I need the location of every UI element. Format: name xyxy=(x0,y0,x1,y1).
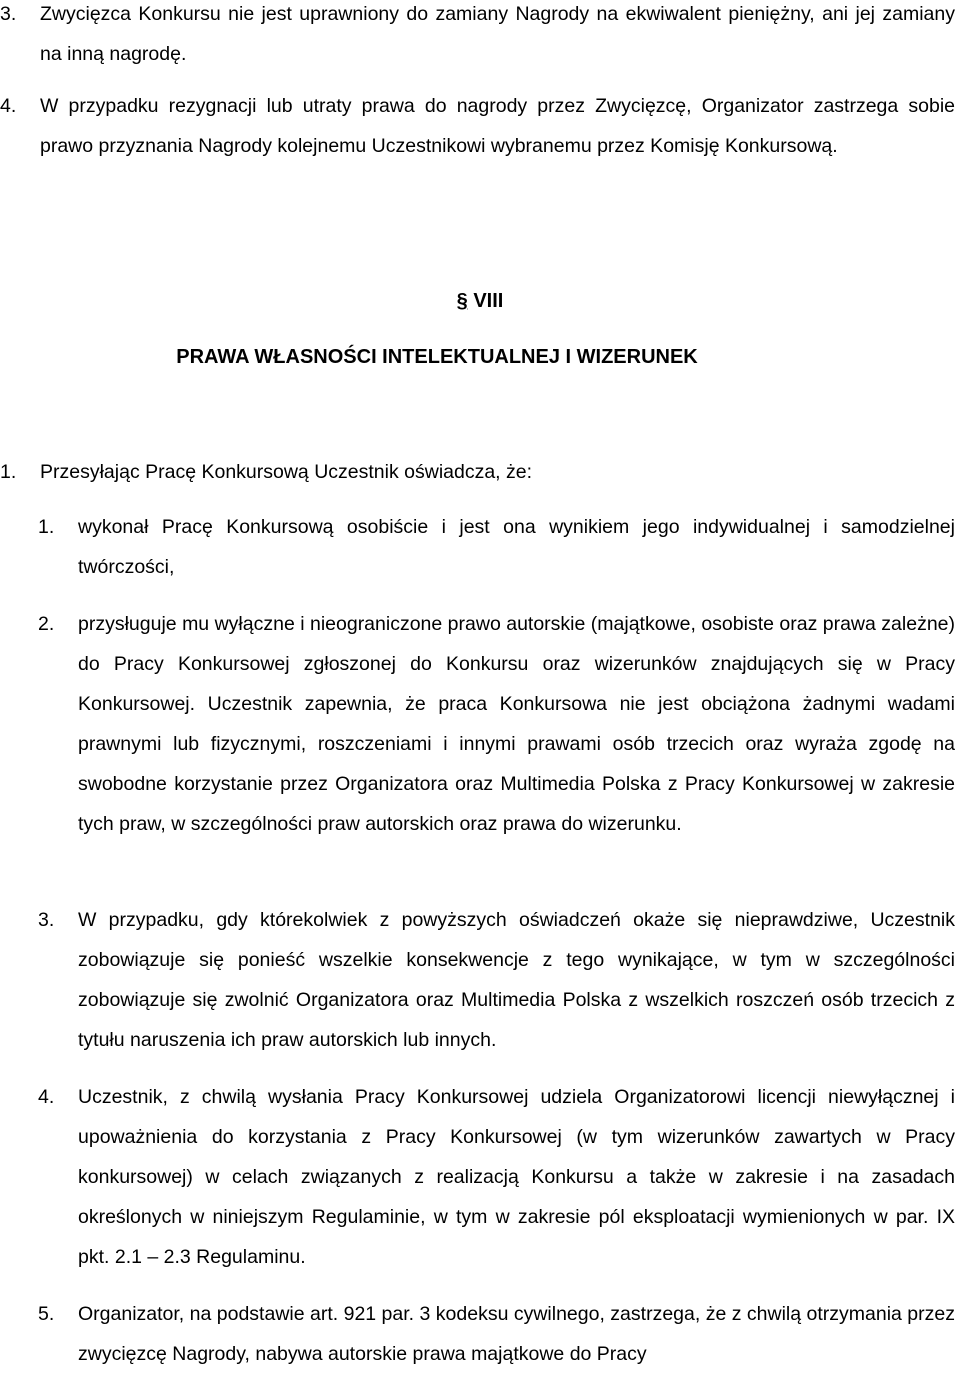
list-item-text: Organizator, na podstawie art. 921 par. 3 kodeksu cywilnego, zastrzega, że z chwilą otrzymania przez zwycięzcę Nagrody, nabywa autorskie prawa majątkowe do Pracy xyxy=(78,1303,955,1365)
list-item xyxy=(38,1294,955,1374)
list-item-number: 2. xyxy=(38,613,55,635)
intro-number: 1. xyxy=(0,461,17,483)
list-item-text: W przypadku, gdy którekolwiek z powyższych oświadczeń okaże się nieprawdziwe, Uczestnik zobowiązuje się ponieść wszelkie konsekwencje z tego wynikające, w tym w szczególności zobowiązuje się zwolnić Organizatora oraz Multimedia Polska z wszelkich roszczeń osób trzecich z tytułu naruszenia ich praw autorskich lub innych. xyxy=(78,909,955,1051)
list-item-number: 3. xyxy=(38,909,55,931)
section-title: PRAWA WŁASNOŚCI INTELEKTUALNEJ I WIZERUNEK xyxy=(176,346,698,368)
intro-statement xyxy=(0,457,532,487)
list-item xyxy=(0,0,955,74)
intro-text: Przesyłając Pracę Konkursową Uczestnik oświadcza, że: xyxy=(40,461,533,483)
section-number: VIII xyxy=(473,290,504,312)
list-item-text: Uczestnik, z chwilą wysłania Pracy Konkursowej udziela Organizatorowi licencji niewyłącznej i upoważnienia do korzystania z Pracy Konkursowej (w tym wizerunków zawartych w Pracy konkursowej) w celach związanych z realizacją Konkursu a także w zakresie i na zasadach określonych w niniejszym Regulaminie, w tym w zakresie pól eksploatacji wymienionych w par. IX pkt. 2.1 – 2.3 Regulaminu. xyxy=(78,1086,955,1268)
list-item-number: 5. xyxy=(38,1303,55,1325)
list-item-number: 1. xyxy=(38,516,55,538)
list-item-number: 3. xyxy=(0,3,17,25)
list-item-text: przysługuje mu wyłączne i nieograniczone prawo autorskie (majątkowe, osobiste oraz prawa zależne) do Pracy Konkursowej zgłoszonej do Konkursu oraz wizerunków znajdujących się w Pracy Konkursowej. Uczestnik zapewnia, że praca Konkursowa nie jest obciążona żadnymi wadami prawnymi lub fizycznymi, roszczeniami i innymi prawami osób trzecich oraz wyraża zgodę na swobodne korzystanie przez Organizatora oraz Multimedia Polska z Pracy Konkursowej w zakresie tych praw, w szczególności praw autorskich oraz prawa do wizerunku. xyxy=(78,613,955,835)
list-item-text: wykonał Pracę Konkursową osobiście i jest ona wynikiem jego indywidualnej i samodzielnej twórczości, xyxy=(78,516,955,578)
list-item xyxy=(0,86,955,166)
list-item xyxy=(38,900,955,1060)
section-heading xyxy=(0,284,960,318)
list-item xyxy=(38,604,955,844)
list-item xyxy=(38,1077,955,1277)
list-item-text: W przypadku rezygnacji lub utraty prawa do nagrody przez Zwycięzcę, Organizator zastrzega sobie prawo przyznania Nagrody kolejnemu Uczestnikowi wybranemu przez Komisję Konkursową. xyxy=(40,95,955,157)
list-item-text: Zwycięzca Konkursu nie jest uprawniony do zamiany Nagrody na ekwiwalent pieniężny, ani jej zamiany na inną nagrodę. xyxy=(40,3,955,65)
section-symbol: § xyxy=(456,290,468,312)
list-item-number: 4. xyxy=(0,95,17,117)
list-item xyxy=(38,507,955,587)
list-item-number: 4. xyxy=(38,1086,55,1108)
